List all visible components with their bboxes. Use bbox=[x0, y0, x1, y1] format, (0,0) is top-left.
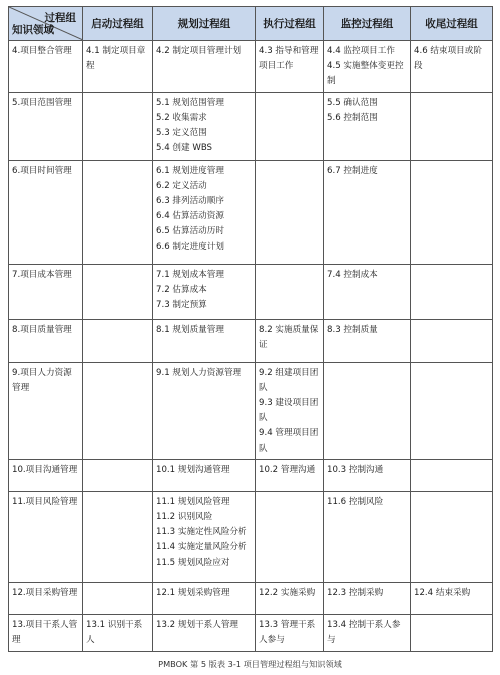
process-item: 11.6 控制风险 bbox=[327, 496, 384, 507]
executing-cell bbox=[256, 92, 324, 160]
process-item: 6.6 制定进度计划 bbox=[156, 241, 224, 252]
knowledge-area-cell: 10.项目沟通管理 bbox=[9, 459, 83, 491]
corner-label-knowledge-area: 知识领域 bbox=[12, 24, 54, 36]
process-item: 6.3 排列活动顺序 bbox=[156, 196, 224, 207]
process-table bbox=[8, 6, 493, 652]
closing-cell bbox=[411, 582, 493, 614]
monitoring-cell bbox=[324, 362, 411, 459]
planning-cell bbox=[153, 582, 256, 614]
process-item: 5.6 控制范围 bbox=[327, 112, 378, 123]
initiating-cell bbox=[83, 264, 153, 319]
process-item: 9.3 建设项目团队 bbox=[259, 398, 319, 424]
process-item: 13.2 规划干系人管理 bbox=[156, 619, 239, 630]
planning-cell bbox=[153, 362, 256, 459]
initiating-cell bbox=[83, 41, 153, 93]
closing-cell bbox=[411, 264, 493, 319]
process-item: 6.2 定义活动 bbox=[156, 180, 207, 191]
process-item: 6.7 控制进度 bbox=[327, 165, 378, 176]
process-item: 8.3 控制质量 bbox=[327, 324, 378, 335]
process-item: 13.3 管理干系人参与 bbox=[259, 619, 316, 646]
planning-cell bbox=[153, 491, 256, 582]
knowledge-area-cell: 12.项目采购管理 bbox=[9, 582, 83, 614]
process-item: 7.4 控制成本 bbox=[327, 269, 378, 280]
planning-cell bbox=[153, 319, 256, 362]
closing-cell bbox=[411, 459, 493, 491]
monitoring-cell bbox=[324, 41, 411, 93]
process-item: 5.5 确认范围 bbox=[327, 97, 378, 108]
process-item: 4.1 制定项目章程 bbox=[86, 46, 146, 72]
table-row bbox=[9, 362, 493, 459]
corner-label-process-group: 过程组 bbox=[44, 12, 76, 24]
process-item: 11.4 实施定量风险分析 bbox=[156, 542, 247, 553]
executing-cell bbox=[256, 459, 324, 491]
initiating-cell bbox=[83, 319, 153, 362]
initiating-cell bbox=[83, 160, 153, 264]
process-item: 6.1 规划进度管理 bbox=[156, 165, 224, 176]
process-item: 4.4 监控项目工作 bbox=[327, 46, 395, 56]
executing-cell bbox=[256, 362, 324, 459]
knowledge-area-cell: 6.项目时间管理 bbox=[9, 160, 83, 264]
process-item: 11.2 识别风险 bbox=[156, 512, 213, 523]
knowledge-area-cell: 11.项目风险管理 bbox=[9, 491, 83, 582]
knowledge-area-cell: 9.项目人力资源管理 bbox=[9, 362, 83, 459]
monitoring-cell bbox=[324, 614, 411, 651]
process-item: 12.1 规划采购管理 bbox=[156, 587, 230, 598]
table-caption: PMBOK 第 5 版表 3-1 项目管理过程组与知识领域 bbox=[158, 659, 342, 669]
process-item: 4.5 实施整体变更控制 bbox=[327, 61, 404, 87]
table-row bbox=[9, 614, 493, 651]
table-row bbox=[9, 459, 493, 491]
monitoring-cell bbox=[324, 582, 411, 614]
process-item: 13.4 控制干系人参与 bbox=[327, 619, 401, 646]
executing-cell bbox=[256, 264, 324, 319]
knowledge-area-cell: 4.项目整合管理 bbox=[9, 41, 83, 93]
table-row bbox=[9, 264, 493, 319]
header-initiating: 启动过程组 bbox=[83, 7, 153, 41]
corner-header bbox=[9, 7, 83, 41]
knowledge-area-cell: 7.项目成本管理 bbox=[9, 264, 83, 319]
executing-cell bbox=[256, 582, 324, 614]
table-row bbox=[9, 491, 493, 582]
process-item: 11.3 实施定性风险分析 bbox=[156, 527, 247, 538]
process-item: 12.4 结束采购 bbox=[414, 587, 471, 598]
process-item: 5.3 定义范围 bbox=[156, 128, 207, 139]
monitoring-cell bbox=[324, 319, 411, 362]
process-item: 7.3 制定预算 bbox=[156, 300, 207, 311]
process-item: 9.1 规划人力资源管理 bbox=[156, 367, 242, 378]
closing-cell bbox=[411, 319, 493, 362]
monitoring-cell bbox=[324, 160, 411, 264]
process-item: 7.1 规划成本管理 bbox=[156, 269, 224, 280]
process-item: 10.2 管理沟通 bbox=[259, 464, 316, 475]
table-row bbox=[9, 92, 493, 160]
header-monitoring: 监控过程组 bbox=[324, 7, 411, 41]
table-row bbox=[9, 160, 493, 264]
process-item: 4.2 制定项目管理计划 bbox=[156, 46, 242, 56]
header-row bbox=[9, 7, 493, 41]
planning-cell bbox=[153, 41, 256, 93]
process-item: 6.4 估算活动资源 bbox=[156, 211, 224, 222]
closing-cell bbox=[411, 92, 493, 160]
process-item: 4.3 指导和管理项目工作 bbox=[259, 46, 319, 72]
process-item: 9.4 管理项目团队 bbox=[259, 428, 319, 454]
process-item: 5.4 创建 WBS bbox=[156, 143, 213, 154]
process-item: 11.5 规划风险应对 bbox=[156, 557, 230, 568]
monitoring-cell bbox=[324, 459, 411, 491]
initiating-cell bbox=[83, 491, 153, 582]
initiating-cell bbox=[83, 92, 153, 160]
process-item: 8.1 规划质量管理 bbox=[156, 324, 224, 335]
monitoring-cell bbox=[324, 92, 411, 160]
planning-cell bbox=[153, 92, 256, 160]
process-item: 12.2 实施采购 bbox=[259, 587, 316, 598]
closing-cell bbox=[411, 41, 493, 93]
process-item: 9.2 组建项目团队 bbox=[259, 367, 319, 393]
closing-cell bbox=[411, 614, 493, 651]
process-item: 4.6 结束项目或阶段 bbox=[414, 46, 482, 72]
knowledge-area-cell: 8.项目质量管理 bbox=[9, 319, 83, 362]
table-row bbox=[9, 319, 493, 362]
initiating-cell bbox=[83, 582, 153, 614]
process-item: 13.1 识别干系人 bbox=[86, 619, 143, 646]
process-item: 5.1 规划范围管理 bbox=[156, 97, 224, 108]
closing-cell bbox=[411, 362, 493, 459]
monitoring-cell bbox=[324, 264, 411, 319]
process-item: 8.2 实施质量保证 bbox=[259, 324, 319, 350]
initiating-cell bbox=[83, 614, 153, 651]
process-item: 10.3 控制沟通 bbox=[327, 464, 384, 475]
executing-cell bbox=[256, 319, 324, 362]
closing-cell bbox=[411, 160, 493, 264]
header-planning: 规划过程组 bbox=[153, 7, 256, 41]
knowledge-area-cell: 13.项目干系人管理 bbox=[9, 614, 83, 651]
monitoring-cell bbox=[324, 491, 411, 582]
process-item: 12.3 控制采购 bbox=[327, 587, 384, 598]
executing-cell bbox=[256, 614, 324, 651]
planning-cell bbox=[153, 264, 256, 319]
planning-cell bbox=[153, 160, 256, 264]
executing-cell bbox=[256, 160, 324, 264]
closing-cell bbox=[411, 491, 493, 582]
planning-cell bbox=[153, 614, 256, 651]
process-item: 11.1 规划风险管理 bbox=[156, 496, 230, 507]
process-item: 5.2 收集需求 bbox=[156, 112, 207, 123]
header-closing: 收尾过程组 bbox=[411, 7, 493, 41]
table-row bbox=[9, 41, 493, 93]
knowledge-area-cell: 5.项目范围管理 bbox=[9, 92, 83, 160]
planning-cell bbox=[153, 459, 256, 491]
executing-cell bbox=[256, 491, 324, 582]
executing-cell bbox=[256, 41, 324, 93]
process-item: 6.5 估算活动历时 bbox=[156, 226, 224, 237]
initiating-cell bbox=[83, 459, 153, 491]
process-item: 7.2 估算成本 bbox=[156, 284, 207, 295]
process-matrix bbox=[8, 6, 492, 652]
process-item: 10.1 规划沟通管理 bbox=[156, 464, 230, 475]
table-row bbox=[9, 582, 493, 614]
initiating-cell bbox=[83, 362, 153, 459]
header-executing: 执行过程组 bbox=[256, 7, 324, 41]
